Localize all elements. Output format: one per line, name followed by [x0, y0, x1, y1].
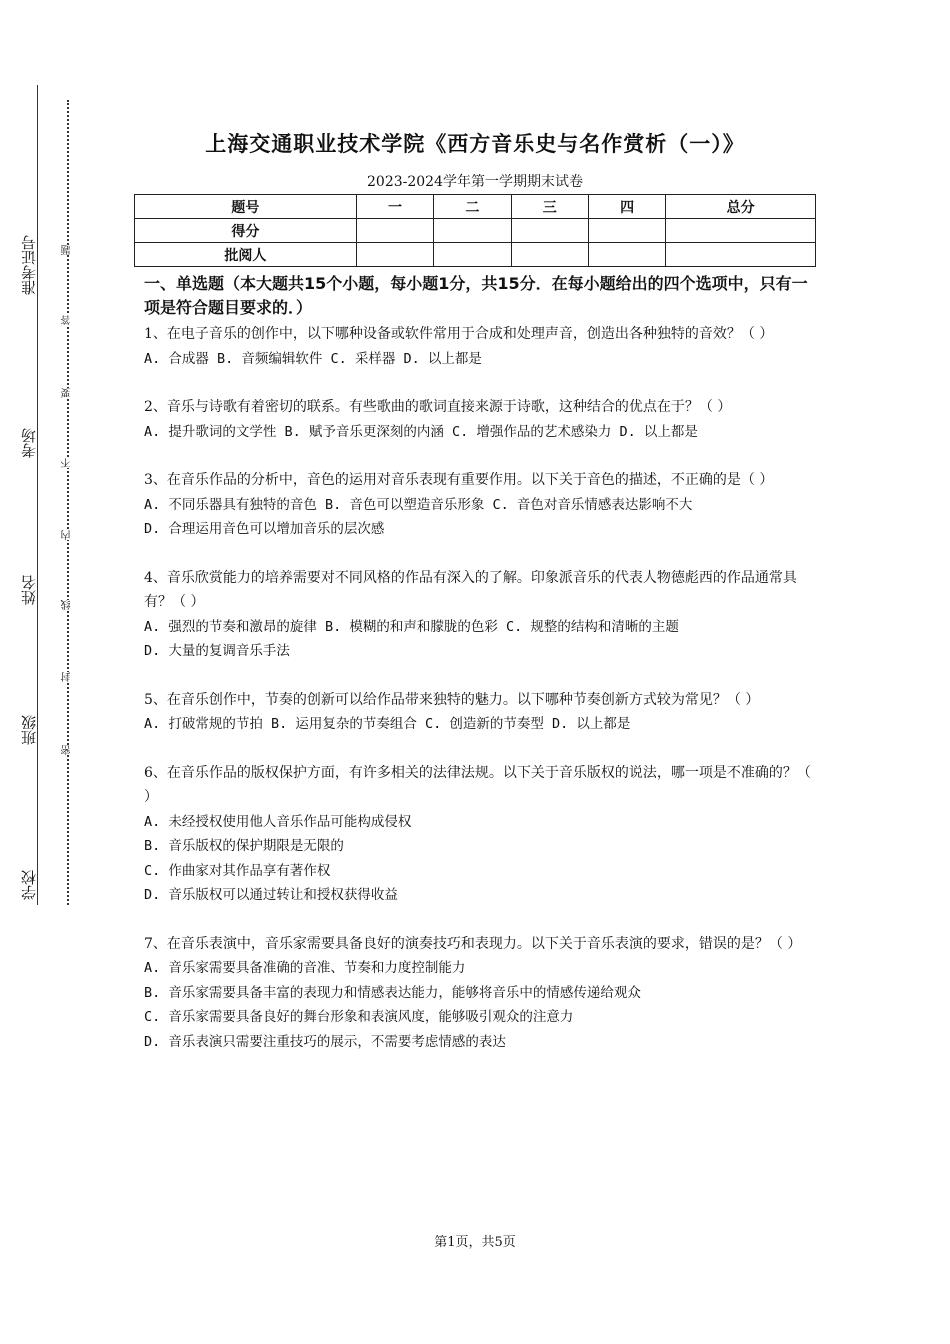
question-item — [144, 566, 812, 664]
seal-char: 答 — [60, 315, 76, 325]
field-exam-room: 考场 — [20, 428, 38, 458]
grader-cell — [666, 243, 816, 267]
score-table — [134, 194, 816, 267]
grader-cell — [434, 243, 511, 267]
binding-solid-line — [37, 85, 38, 905]
question-text: 3、在音乐作品的分析中，音色的运用对音乐表现有重要作用。以下关于音色的描述，不正确的是（ ） — [144, 472, 774, 488]
field-school: 学校 — [20, 870, 38, 900]
question-item — [144, 395, 812, 444]
seal-char: 内 — [60, 530, 76, 540]
exam-title: 上海交通职业技术学院《西方音乐史与名作赏析（一）》 — [205, 132, 745, 156]
question-options: A. 打破常规的节拍 B. 运用复杂的节奏组合 C. 创造新的节奏型 D. 以上都是 — [144, 716, 631, 732]
table-cell: 四 — [588, 195, 665, 219]
seal-char: 线 — [60, 600, 76, 610]
question-options: C. 作曲家对其作品享有著作权 — [144, 862, 331, 879]
question-text: 6、在音乐作品的版权保护方面，有许多相关的法律法规。以下关于音乐版权的说法，哪一项是不准确的？（ ） — [144, 764, 811, 805]
binding-dotted-line — [67, 100, 69, 905]
table-cell: 三 — [511, 195, 588, 219]
question-options: A. 强烈的节奏和激昂的旋律 B. 模糊的和声和朦胧的色彩 C. 规整的结构和清晰的主题 — [144, 618, 679, 635]
seal-char: 不 — [60, 458, 76, 468]
question-options: C. 音乐家需要具备良好的舞台形象和表演风度，能够吸引观众的注意力 — [144, 1009, 574, 1025]
table-cell: 二 — [434, 195, 511, 219]
section-heading: 一、单选题（本大题共15个小题，每小题1分，共15分．在每小题给出的四个选项中，只有一项是符合题目要求的．） — [144, 274, 808, 317]
question-options: A. 提升歌词的文学性 B. 赋予音乐更深刻的内涵 C. 增强作品的艺术感染力 D. 以上都是 — [144, 423, 698, 440]
question-options: D. 合理运用音色可以增加音乐的层次感 — [144, 521, 385, 537]
score-input-cell — [666, 219, 816, 243]
table-cell: 得分 — [135, 219, 357, 243]
score-input-cell — [356, 219, 433, 243]
table-row — [135, 243, 816, 267]
question-options: B. 音乐版权的保护期限是无限的 — [144, 838, 344, 854]
question-options: D. 音乐表演只需要注重技巧的展示，不需要考虑情感的表达 — [144, 1033, 506, 1050]
table-cell: 总分 — [666, 195, 816, 219]
question-options: A. 未经授权使用他人音乐作品可能构成侵权 — [144, 813, 412, 830]
seal-char: 封 — [60, 672, 76, 682]
question-options: A. 音乐家需要具备准确的音准、节奏和力度控制能力 — [144, 960, 466, 976]
grader-cell — [356, 243, 433, 267]
score-input-cell — [511, 219, 588, 243]
question-section — [144, 272, 812, 1054]
field-exam-number: 准考证号 — [20, 235, 38, 295]
score-input-cell — [588, 219, 665, 243]
table-row — [135, 219, 816, 243]
question-options: D. 大量的复调音乐手法 — [144, 643, 290, 659]
field-class: 班级 — [20, 715, 38, 745]
question-item — [144, 761, 812, 908]
seal-char: 题 — [60, 245, 76, 255]
question-options: A. 合成器 B. 音频编辑软件 C. 采样器 D. 以上都是 — [144, 350, 482, 367]
question-options: B. 音乐家需要具备丰富的表现力和情感表达能力，能够将音乐中的情感传递给观众 — [144, 984, 641, 1001]
seal-char: 要 — [60, 388, 76, 398]
table-cell: 题号 — [135, 195, 357, 219]
question-text: 7、在音乐表演中，音乐家需要具备良好的演奏技巧和表现力。以下关于音乐表演的要求，错误的是？（ ） — [144, 935, 802, 952]
table-cell: 批阅人 — [135, 243, 357, 267]
question-item — [144, 688, 812, 737]
question-item — [144, 468, 812, 542]
question-options: D. 音乐版权可以通过转让和授权获得收益 — [144, 887, 398, 903]
question-text: 1、在电子音乐的创作中，以下哪种设备或软件常用于合成和处理声音，创造出各种独特的音效？（ ） — [144, 326, 774, 342]
table-cell: 一 — [356, 195, 433, 219]
page-footer: 第1页，共5页 — [434, 1235, 516, 1250]
question-item — [144, 932, 812, 1055]
seal-char: 密 — [60, 745, 76, 755]
table-row — [135, 195, 816, 219]
grader-cell — [588, 243, 665, 267]
grader-cell — [511, 243, 588, 267]
question-text: 4、音乐欣赏能力的培养需要对不同风格的作品有深入的了解。印象派音乐的代表人物德彪西的作品通常具有？（ ） — [144, 569, 797, 610]
exam-subtitle: 2023-2024学年第一学期期末试卷 — [367, 174, 583, 190]
question-text: 5、在音乐创作中，节奏的创新可以给作品带来独特的魅力。以下哪种节奏创新方式较为常见？（ ） — [144, 691, 760, 708]
question-text: 2、音乐与诗歌有着密切的联系。有些歌曲的歌词直接来源于诗歌，这种结合的优点在于？（ ） — [144, 399, 732, 415]
score-input-cell — [434, 219, 511, 243]
field-name: 姓名 — [20, 575, 38, 605]
question-item — [144, 322, 812, 371]
question-options: A. 不同乐器具有独特的音色 B. 音色可以塑造音乐形象 C. 音色对音乐情感表达影响不大 — [144, 496, 693, 513]
